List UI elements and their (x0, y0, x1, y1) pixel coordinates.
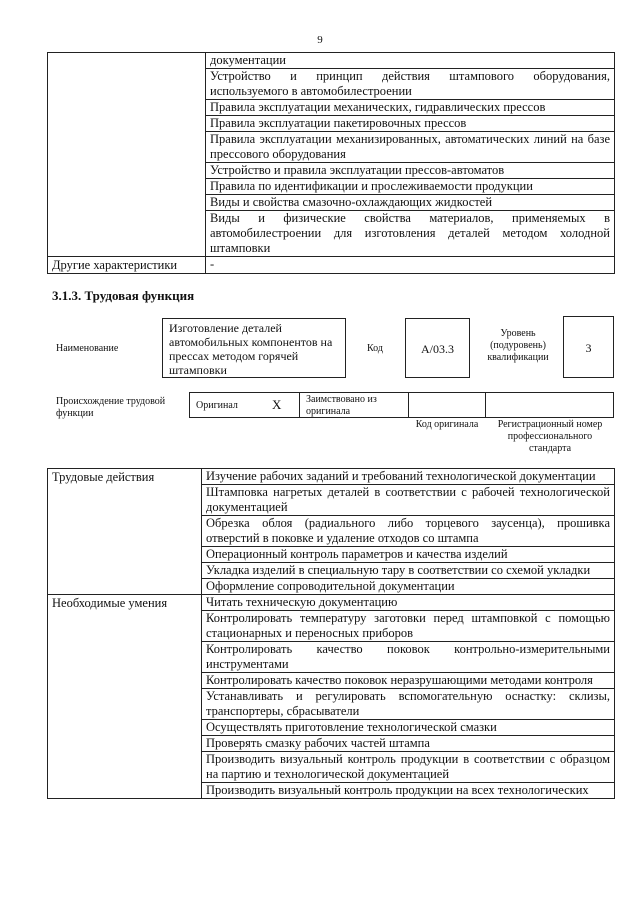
original-mark: X (272, 397, 282, 412)
section-title: 3.1.3. Трудовая функция (52, 288, 195, 303)
skill-item: Осуществлять приготовление технологической смазки (202, 720, 615, 736)
labor-action-item: Укладка изделий в специальную тару в соответствии со схемой укладки (202, 563, 615, 579)
knowledge-item: документации (206, 53, 615, 69)
labor-action-item: Оформление сопроводительной документации (202, 579, 615, 595)
level-label: Уровень (подуровень) квалификации (487, 328, 549, 363)
knowledge-table-continued (47, 52, 615, 274)
table-row (48, 469, 615, 485)
knowledge-item: Виды и физические свойства материалов, применяемых в автомобилестроении для изготовления деталей методом холодной штамповки (206, 211, 615, 257)
reg-number-label: Регистрационный номер профессионального стандарта (497, 419, 603, 454)
level-value-box: 3 (563, 316, 614, 378)
skill-item: Производить визуальный контроль продукции на всех технологических (202, 783, 615, 799)
skill-item: Контролировать температуру заготовки перед штамповкой с помощью стационарных и переносных приборов (202, 611, 615, 642)
borrowed-label: Заимствовано из оригинала (306, 394, 377, 417)
labor-function-table (47, 468, 615, 799)
name-value-box: Изготовление деталей автомобильных компонентов на прессах методом горячей штамповки (162, 318, 346, 378)
page-number: 9 (317, 34, 323, 46)
borrowed-cell (299, 392, 409, 418)
labor-action-item: Операционный контроль параметров и качества изделий (202, 547, 615, 563)
skill-item: Производить визуальный контроль продукции в соответствии с образцом на партию и технологической документацией (202, 752, 615, 783)
labor-action-item: Штамповка нагретых деталей в соответствии с рабочей технологической документацией (202, 485, 615, 516)
code-original-label: Код оригинала (415, 419, 479, 430)
table-row (48, 53, 615, 69)
other-characteristics-value: - (206, 257, 615, 274)
table-row (48, 257, 615, 274)
skill-item: Устанавливать и регулировать вспомогательную оснастку: склизы, транспортеры, сбрасыватели (202, 689, 615, 720)
code-original-cell (408, 392, 486, 418)
knowledge-item: Устройство и правила эксплуатации прессов-автоматов (206, 163, 615, 179)
name-label: Наименование (56, 343, 119, 354)
skill-item: Контролировать качество поковок контрольно-измерительными инструментами (202, 642, 615, 673)
knowledge-label-cell (48, 53, 206, 257)
other-characteristics-label: Другие характеристики (48, 257, 206, 274)
labor-action-item: Обрезка облоя (радиального либо торцевого заусенца), прошивка отверстий в поковке и удаление отходов со штампа (202, 516, 615, 547)
knowledge-item: Правила эксплуатации пакетировочных прессов (206, 116, 615, 132)
original-label: Оригинал (196, 400, 238, 411)
knowledge-item: Правила эксплуатации механических, гидравлических прессов (206, 100, 615, 116)
knowledge-item: Правила эксплуатации механизированных, автоматических линий на базе прессового оборудования (206, 132, 615, 163)
origin-label: Происхождение трудовой функции (56, 396, 166, 419)
labor-action-item: Изучение рабочих заданий и требований технологической документации (202, 469, 615, 485)
skill-item: Проверять смазку рабочих частей штампа (202, 736, 615, 752)
original-cell (189, 392, 300, 418)
code-label: Код (367, 343, 383, 354)
knowledge-item: Виды и свойства смазочно-охлаждающих жидкостей (206, 195, 615, 211)
code-value-box: A/03.3 (405, 318, 470, 378)
knowledge-item: Правила по идентификации и прослеживаемости продукции (206, 179, 615, 195)
knowledge-item: Устройство и принцип действия штампового оборудования, используемого в автомобилестроении (206, 69, 615, 100)
labor-actions-label: Трудовые действия (48, 469, 202, 595)
skill-item: Контролировать качество поковок неразрушающими методами контроля (202, 673, 615, 689)
skills-label: Необходимые умения (48, 595, 202, 799)
skill-item: Читать техническую документацию (202, 595, 615, 611)
reg-number-cell (485, 392, 614, 418)
table-row (48, 595, 615, 611)
